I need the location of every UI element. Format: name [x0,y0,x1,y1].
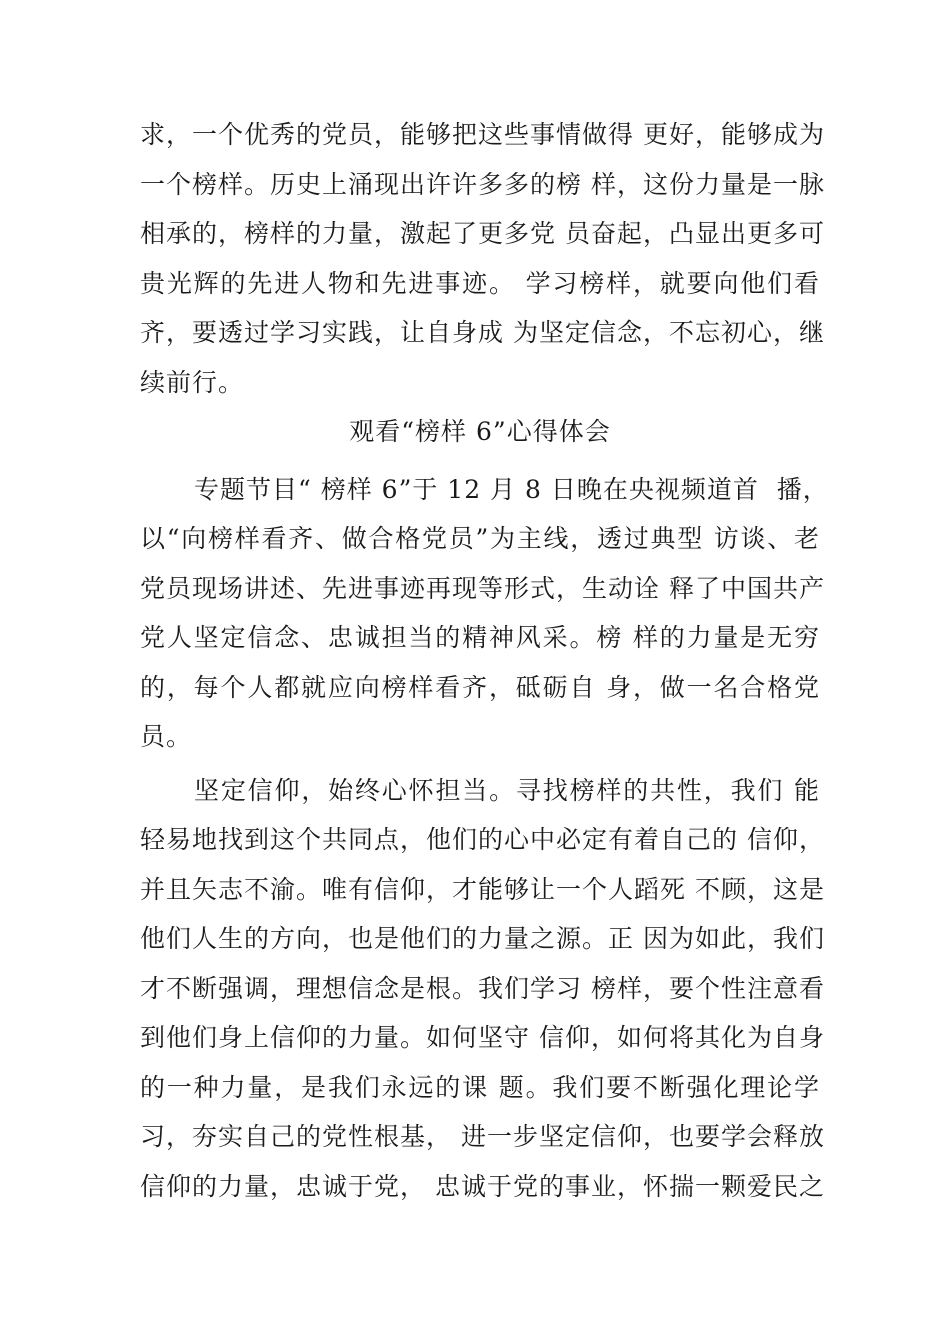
text-line: 习，夯实自己的党性根基， 进一步坚定信仰，也要学会释放 [140,1122,825,1151]
text-line: 求，一个优秀的党员，能够把这些事情做得 更好，能够成为 [140,120,825,149]
text-line: 一个榜样。历史上涌现出许许多多的榜 样，这份力量是一脉 [140,169,825,199]
text-line: 轻易地找到这个共同点，他们的心中必定有着自己的 信仰， [140,825,825,854]
text-line: 续前行。 [140,367,245,397]
text-line: 到他们身上信仰的力量。如何坚守 信仰，如何将其化为自身 [140,1023,825,1052]
spacer [140,457,820,465]
document-body [140,110,829,1211]
section-title: 观看“榜样 6”心得体会 [349,417,611,446]
text-line: 才不断强调，理想信念是根。我们学习 榜样，要个性注意看 [140,973,825,1003]
text-line: 坚定信仰，始终心怀担当。寻找榜样的共性，我们 能 [194,775,820,805]
text-line: 专题节目“ 榜样 6”于 12 月 8 日晚在央视频道首 播， [194,474,829,504]
text-line: 并且矢志不渝。唯有信仰，才能够让一个人蹈死 不顾，这是 [140,874,825,904]
text-line: 党人坚定信念、忠诚担当的精神风采。榜 样的力量是无穷 [140,623,820,652]
text-line: 他们人生的方向，也是他们的力量之源。正 因为如此，我们 [140,924,825,953]
text-line: 贵光辉的先进人物和先进事迹。 学习榜样，就要向他们看 [140,268,820,298]
text-line: 的一种力量，是我们永远的课 题。我们要不断强化理论学 [140,1072,820,1102]
text-line: 员。 [140,722,193,751]
text-line: 相承的，榜样的力量，激起了更多党 员奋起，凸显出更多可 [140,219,825,248]
text-line: 以“向榜样看齐、做合格党员”为主线，透过典型 访谈、老 [140,524,820,553]
paragraph-belief [140,766,825,1212]
text-line: 齐，要透过学习实践，让自身成 为坚定信念，不忘初心，继 [140,318,825,347]
paragraph-intro [140,465,829,762]
text-line: 的，每个人都就应向榜样看齐，砥砺自 身，做一名合格党 [140,672,820,702]
paragraph-continuation [140,110,825,407]
text-line: 党员现场讲述、先进事迹再现等形式，生动诠 释了中国共产 [140,573,825,603]
text-line: 信仰的力量，忠诚于党， 忠诚于党的事业，怀揣一颗爱民之 [140,1171,825,1201]
